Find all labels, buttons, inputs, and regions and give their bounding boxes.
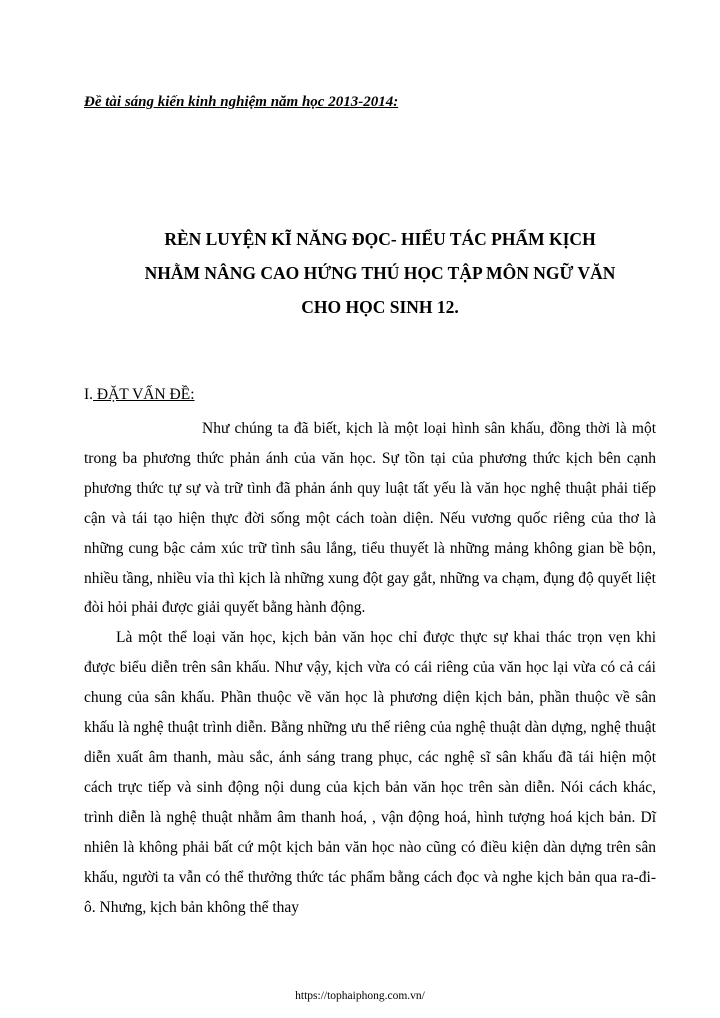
page-footer-url: https://tophaiphong.com.vn/	[295, 990, 425, 1002]
paragraph-2: Là một thể loại văn học, kịch bản văn học chỉ được thực sự khai thác trọn vẹn khi được biểu diễn trên sân khấu. Như vậy, kịch vừa có cái riêng của văn học lại vừa có cả cái chung của sân khấu. Phần thuộc về văn học là phương diện kịch bản, phần thuộc về sân khấu là nghệ thuật trình diễn. Bằng những ưu thế riêng của nghệ thuật dàn dựng, nghệ thuật diễn xuất âm thanh, màu sắc, ánh sáng trang phục, các nghệ sĩ sân khấu đã tái hiện một cách trực tiếp và sinh động nội dung của kịch bản văn học trên sàn diễn. Nói cách khác, trình diễn là nghệ thuật nhằm âm thanh hoá, , vận động hoá, hình tượng hoá kịch bản. Dĩ nhiên là không phải bất cứ một kịch bản văn học nào cũng có điều kiện dàn dựng trên sân khấu, người ta vẫn có thể thưởng thức tác phẩm bằng cách đọc và nghe kịch bản qua ra-đi-ô. Nhưng, kịch bản không thể thay	[84, 629, 656, 916]
topic-line: Đề tài sáng kiến kinh nghiệm năm học 2013-2014:	[84, 94, 399, 110]
title-line-1: RÈN LUYỆN KĨ NĂNG ĐỌC- HIỂU TÁC PHẨM KỊCH	[164, 229, 596, 249]
title-line-2: NHẰM NÂNG CAO HỨNG THÚ HỌC TẬP MÔN NGỮ VĂN	[144, 263, 616, 283]
section-heading-text: ĐẶT VẤN ĐỀ:	[93, 386, 195, 403]
document-title	[84, 222, 676, 324]
section-heading	[84, 386, 195, 404]
section-number: I.	[84, 386, 94, 403]
title-line-3: CHO HỌC SINH 12.	[301, 297, 459, 317]
paragraph-1: Như chúng ta đã biết, kịch là một loại hình sân khấu, đồng thời là một trong ba phương thức phản ánh của văn học. Sự tồn tại của phương thức kịch bên cạnh phương thức tự sự và trữ tình đã phản ánh quy luật tất yếu là văn học nghệ thuật phải tiếp cận và tái tạo hiện thực đời sống một cách toàn diện. Nếu vương quốc riêng của thơ là những cung bậc cảm xúc trữ tình sâu lắng, tiểu thuyết là những mảng không gian bề bộn, nhiều tầng, nhiều vỉa thì kịch là những xung đột gay gắt, những va chạm, đụng độ quyết liệt đòi hỏi phải được giải quyết bằng hành động.	[84, 420, 656, 617]
body-text	[84, 414, 656, 922]
